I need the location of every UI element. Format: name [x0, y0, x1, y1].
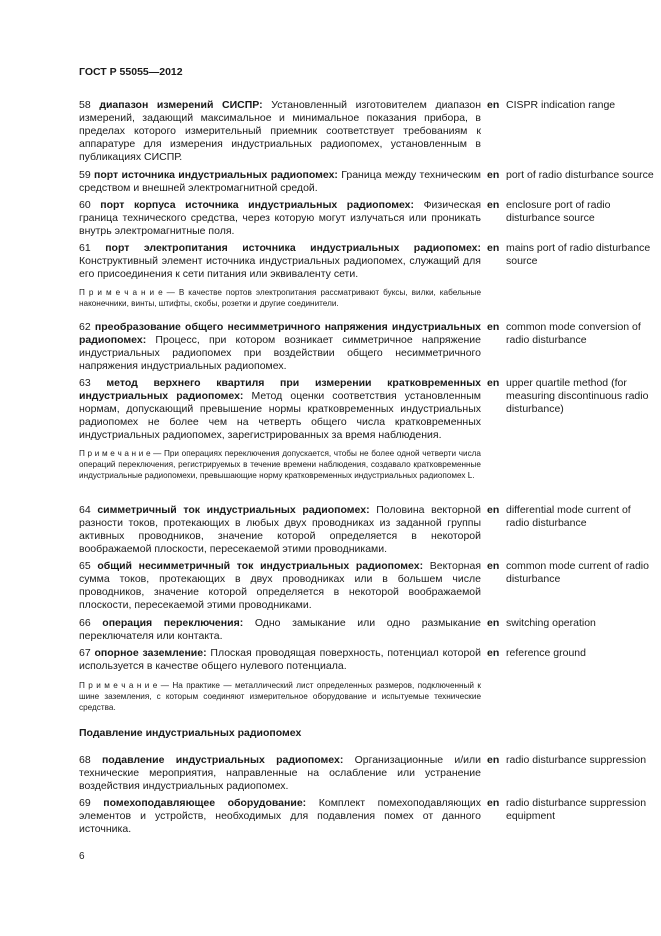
lang-code: en — [487, 169, 500, 181]
lang-code: en — [487, 797, 500, 809]
term-name: помехоподавляющее оборудование: — [103, 797, 307, 809]
term-name: метод верхнего квартиля при измерении кратковременных индустриальных радиопомех: — [79, 377, 482, 402]
english-equivalent: reference ground — [506, 647, 586, 659]
term-definition: Конструктивный элемент источника индустриальных радиопомех, служащий для его присоединения к сети питания или эквиваленту сети. — [79, 254, 481, 280]
term-number: 68 — [79, 754, 91, 766]
term-number: 69 — [79, 797, 91, 809]
term-number: 62 — [79, 321, 91, 333]
term-number: 66 — [79, 617, 91, 629]
term-number: 65 — [79, 560, 91, 572]
section-title: Подавление индустриальных радиопомех — [79, 727, 302, 739]
page-number: 6 — [79, 851, 85, 862]
term-name: преобразование общего несимметричного напряжения индустриальных радиопомех: — [79, 321, 482, 346]
term-number: 67 — [79, 647, 91, 659]
term-definition: Физическая граница технического средства, через которую могут излучаться или проникать внутрь электромагнитные поля. — [79, 199, 482, 237]
term-definition: Граница между техническим средством и внешней электромагнитной средой. — [79, 169, 481, 194]
lang-code: en — [487, 321, 500, 333]
term-number: 60 — [79, 199, 91, 211]
document-header: ГОСТ Р 55055—2012 — [79, 66, 183, 78]
english-equivalent: upper quartile method (for measuring discontinuous radio disturbance) — [506, 377, 649, 415]
term-definition: Плоская проводящая поверхность, потенциал которой используется в качестве общего нулевого потенциала. — [79, 647, 482, 672]
english-equivalent: radio disturbance suppression equipment — [506, 797, 647, 822]
term-name: опорное заземление: — [94, 647, 207, 659]
term-name: диапазон измерений СИСПР: — [99, 99, 263, 111]
term-name: симметричный ток индустриальных радиопомех: — [97, 504, 370, 516]
term-number: 58 — [79, 99, 91, 111]
english-equivalent: mains port of radio disturbance source — [506, 242, 651, 267]
lang-code: en — [487, 242, 500, 254]
lang-code: en — [487, 560, 500, 572]
english-equivalent: switching operation — [506, 617, 596, 629]
note-switching: П р и м е ч а н и е — При операциях переключения допускается, чтобы не более одной четверти числа операций переключения, регистрируемых в течение времени наблюдения, создавало кратковременные индустриальные радиопомехи, превышающие норму кратковременных индустриальных радиопомех L. — [79, 449, 481, 481]
term-name: порт корпуса источника индустриальных радиопомех: — [100, 199, 415, 211]
english-equivalent: radio disturbance suppression — [506, 754, 647, 766]
english-equivalent: common mode conversion of radio disturbance — [506, 321, 641, 346]
lang-code: en — [487, 199, 500, 211]
term-name: операция переключения: — [102, 617, 244, 629]
term-definition: Комплект помехоподавляющих элементов и устройств, необходимых для подавления помех от данного источника. — [79, 797, 482, 835]
english-equivalent: enclosure port of radio disturbance source — [506, 199, 611, 224]
term-name: порт источника индустриальных радиопомех: — [94, 169, 338, 181]
lang-code: en — [487, 504, 500, 516]
lang-code: en — [487, 647, 500, 659]
term-definition: Метод оценки соответствия установленным нормам, допускающий превышение нормы кратковременных индустриальных радиопомех не более чем на четверть общего числа кратковременных индустриальных радиопомех, зарегистрированных за время наблюдения. — [79, 389, 481, 441]
term-definition: Одно замыкание или одно размыкание переключателя или контакта. — [79, 617, 482, 642]
note-reference-ground: П р и м е ч а н и е — На практике — металлический лист определенных размеров, подключенный к шине заземления, с которым соединяют измерительное оборудование и испытуемые технические средства. — [79, 681, 481, 713]
term-definition: Половина векторной разности токов, протекающих в любых двух проводниках из заданной группы активных проводников, значение которой определяется в некоторой воображаемой плоскости, пересекаемой этими проводниками. — [79, 504, 482, 555]
english-equivalent: differential mode current of radio disturbance — [506, 504, 631, 529]
english-equivalent: port of radio disturbance source — [506, 169, 654, 181]
term-number: 59 — [79, 169, 91, 181]
lang-code: en — [487, 99, 500, 111]
term-name: подавление индустриальных радиопомех: — [101, 754, 344, 766]
lang-code: en — [487, 377, 500, 389]
english-equivalent: common mode current of radio disturbance — [506, 560, 649, 585]
term-definition: Векторная сумма токов, протекающих в двух проводниках или в большем числе проводников, значение которой определяется в некоторой воображаемой плоскости, пересекаемой этими проводниками. — [79, 560, 481, 611]
term-name: порт электропитания источника индустриальных радиопомех: — [105, 242, 481, 254]
term-name: общий несимметричный ток индустриальных радиопомех: — [97, 560, 424, 572]
term-number: 63 — [79, 377, 91, 389]
lang-code: en — [487, 754, 500, 766]
term-number: 61 — [79, 242, 91, 254]
note-ports: П р и м е ч а н и е — В качестве портов электропитания рассматривают буксы, вилки, кабельные наконечники, винты, штифты, скобы, розетки и другие соединители. — [79, 288, 481, 309]
term-definition: Установленный изготовителем диапазон измерений, задающий максимальное и минимальное показания прибора, в пределах которого измерительный приемник соответствует требованиям к аппаратуре для измерения индустриальных радиопомех, установленным в публикациях СИСПР. — [79, 99, 482, 163]
term-definition: Организационные и/или технические мероприятия, направленные на ослабление или устранение воздействия индустриальных радиопомех. — [79, 754, 481, 792]
term-definition: Процесс, при котором возникает симметричное напряжение индустриальных радиопомех при воздействии общего несимметричного напряжения индустриальных радиопомех. — [79, 333, 481, 372]
english-equivalent: CISPR indication range — [506, 99, 616, 111]
lang-code: en — [487, 617, 500, 629]
term-number: 64 — [79, 504, 91, 516]
